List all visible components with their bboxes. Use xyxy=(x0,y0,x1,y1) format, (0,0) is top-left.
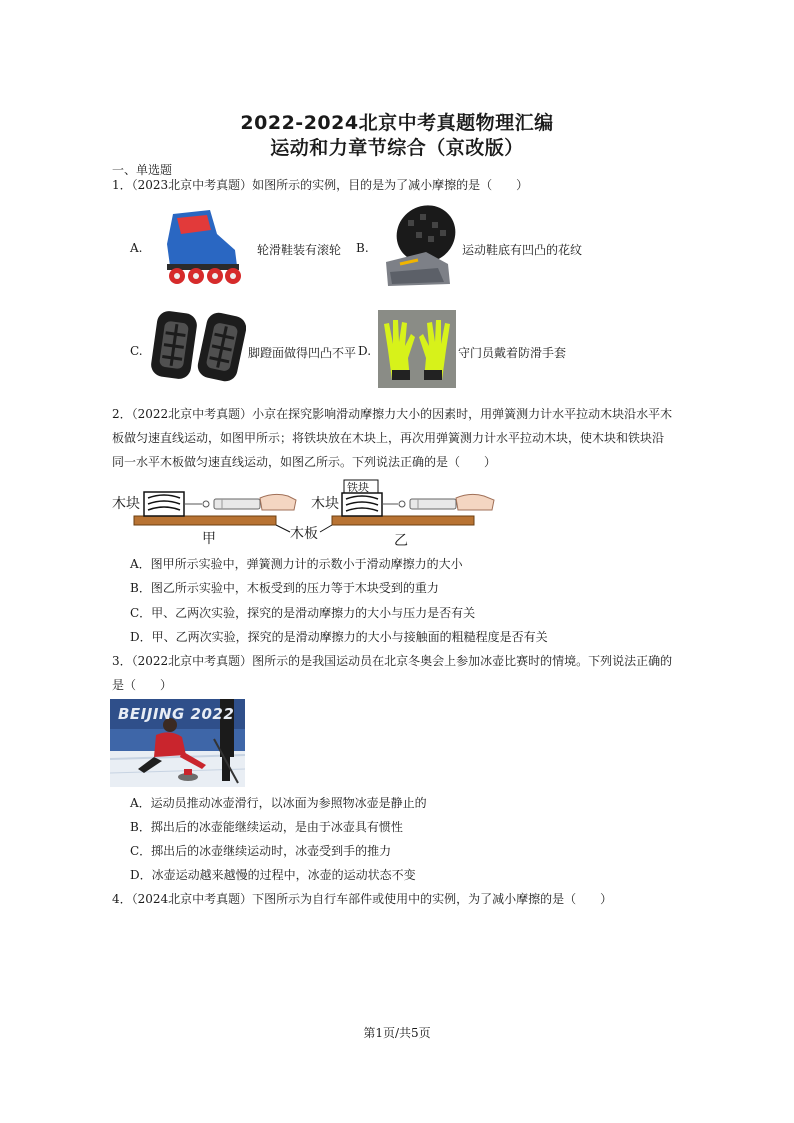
q3-option-a: A．运动员推动冰壶滑行，以冰面为参照物冰壶是静止的 xyxy=(130,796,427,810)
q1-option-b-text: 运动鞋底有凹凸的花纹 xyxy=(462,243,583,257)
bicycle-pedals-image xyxy=(150,306,246,386)
q2-option-c: C．甲、乙两次实验，探究的是滑动摩擦力的大小与压力是否有关 xyxy=(130,606,476,620)
q1-option-a-text: 轮滑鞋装有滚轮 xyxy=(257,243,342,257)
label-block-left: 木块 xyxy=(112,496,140,512)
q3-option-b: B．掷出后的冰壶能继续运动，是由于冰壶具有惯性 xyxy=(130,820,403,834)
section-heading: 一、单选题 xyxy=(112,163,173,177)
label-figure-yi: 乙 xyxy=(394,533,408,549)
q2-option-b: B．图乙所示实验中，木板受到的压力等于木块受到的重力 xyxy=(130,581,439,595)
page-footer: 第1页/共5页 xyxy=(363,1026,431,1040)
q2-stem-line3: 同一水平木板做匀速直线运动，如图乙所示。下列说法正确的是（ ） xyxy=(112,455,497,469)
q3-stem-line1: 3．（2022北京中考真题）图所示的是我国运动员在北京冬奥会上参加冰壶比赛时的情境。下列说法正确的 xyxy=(112,654,673,668)
q3-stem-line2: 是（ ） xyxy=(112,678,173,692)
q1-option-d-text: 守门员戴着防滑手套 xyxy=(458,346,567,360)
q1-option-b-letter: B. xyxy=(356,241,369,255)
q1-option-d-letter: D. xyxy=(358,344,372,358)
page-title-line2: 运动和力章节综合（京改版） xyxy=(270,137,524,159)
page-title-line1: 2022-2024北京中考真题物理汇编 xyxy=(240,112,554,134)
q1-option-a-letter: A. xyxy=(130,241,143,255)
sports-shoe-sole-image xyxy=(378,202,460,292)
q3-option-c: C．掷出后的冰壶继续运动时，冰壶受到手的推力 xyxy=(130,844,392,858)
q2-stem-line2: 板做匀速直线运动，如图甲所示；将铁块放在木块上，再次用弹簧测力计水平拉动木块，使木块和铁块沿 xyxy=(112,431,665,445)
goalkeeper-gloves-image xyxy=(378,310,456,388)
q4-stem: 4．（2024北京中考真题）下图所示为自行车部件或使用中的实例，为了减小摩擦的是（ ） xyxy=(112,892,613,906)
q1-option-c-letter: C. xyxy=(130,344,143,358)
q2-option-d: D．甲、乙两次实验，探究的是滑动摩擦力的大小与接触面的粗糙程度是否有关 xyxy=(130,630,548,644)
label-board: 木板 xyxy=(290,526,318,542)
q1-stem: 1．（2023北京中考真题）如图所示的实例，目的是为了减小摩擦的是（ ） xyxy=(112,178,529,192)
q3-option-d: D．冰壶运动越来越慢的过程中，冰壶的运动状态不变 xyxy=(130,868,416,882)
q1-option-c-text: 脚蹬面做得凹凸不平 xyxy=(248,346,357,360)
label-block-right: 木块 xyxy=(311,496,339,512)
photo-beijing-2022-text: BEIJING 2022 xyxy=(118,705,235,723)
roller-skate-image xyxy=(155,204,250,289)
label-iron-block: 铁块 xyxy=(347,481,369,494)
q2-stem-line1: 2．（2022北京中考真题）小京在探究影响滑动摩擦力大小的因素时，用弹簧测力计水平拉动木块沿水平木 xyxy=(112,407,673,421)
q2-option-a: A．图甲所示实验中，弹簧测力计的示数小于滑动摩擦力的大小 xyxy=(130,557,463,571)
label-figure-jia: 甲 xyxy=(202,531,216,547)
